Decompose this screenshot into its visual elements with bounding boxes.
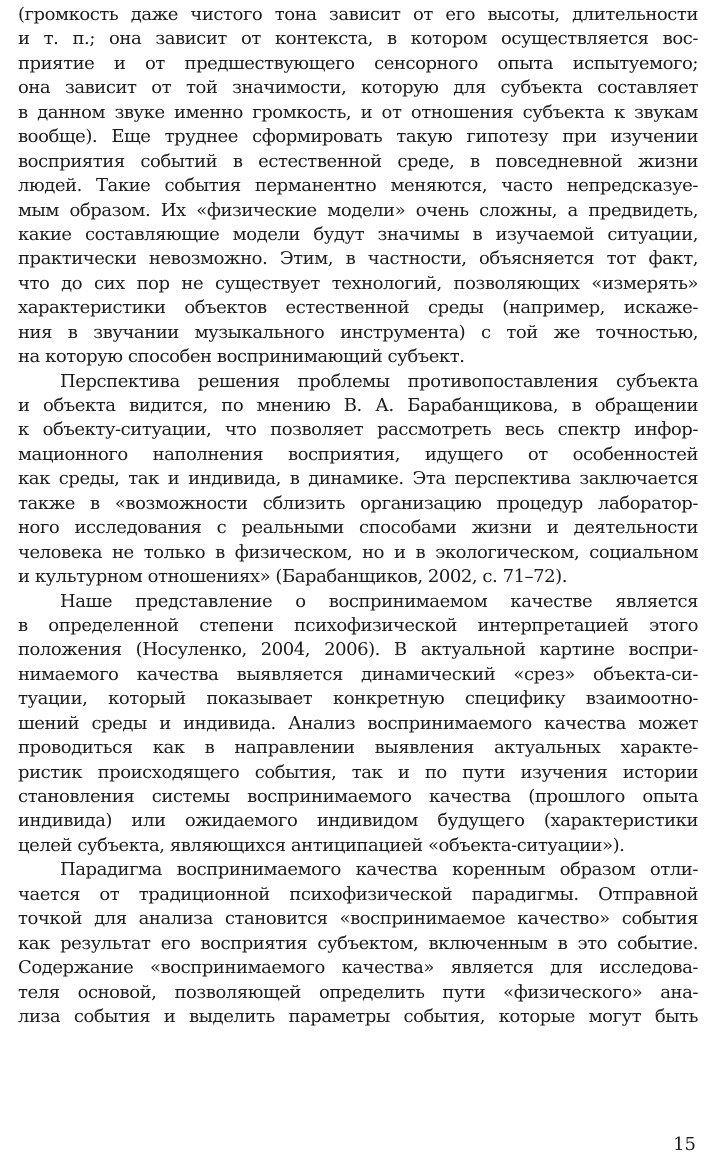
text-line: какие составляющие модели будут значимы в изучаемой ситуации, bbox=[18, 223, 698, 245]
text-line: туации, который показывает конкретную специфику взаимоотно- bbox=[18, 688, 698, 710]
text-line: целей субъекта, являющихся антиципацией «объекта-ситуации»). bbox=[18, 834, 625, 856]
text-line: лиза события и выделить параметры события, которые могут быть bbox=[18, 1005, 698, 1027]
text-line: практически невозможно. Этим, в частности, объясняется тот факт, bbox=[18, 248, 698, 270]
text-line: мым образом. Их «физические модели» очень сложны, а предвидеть, bbox=[18, 199, 698, 221]
text-line: ристик происходящего события, так и по пути изучения истории bbox=[18, 761, 698, 783]
text-line: ния в звучании музыкального инструмента) с той же точностью, bbox=[18, 321, 698, 343]
text-line: и объекта видится, по мнению В. А. Барабанщикова, в обращении bbox=[18, 395, 698, 416]
text-line: на которую способен воспринимающий субъект. bbox=[18, 346, 465, 368]
page-text-body bbox=[18, 3, 698, 1029]
page-number: 15 bbox=[673, 1134, 696, 1155]
text-line: и т. п.; она зависит от контекста, в котором осуществляется вос- bbox=[18, 28, 698, 50]
text-line: индивида) или ожидаемого индивидом будущего (характеристики bbox=[18, 810, 698, 832]
text-line: чается от традиционной психофизической парадигмы. Отправной bbox=[18, 883, 698, 905]
text-line: (громкость даже чистого тона зависит от его высоты, длительности bbox=[18, 4, 698, 25]
text-line: как результат его восприятия субъектом, включенным в это событие. bbox=[18, 932, 698, 954]
text-line: мационного наполнения восприятия, идущего от особенностей bbox=[18, 443, 698, 465]
text-line: Наше представление о воспринимаемом качестве является bbox=[60, 590, 698, 612]
text-line: и культурном отношениях» (Барабанщиков, 2002, с. 71–72). bbox=[18, 566, 567, 588]
text-line: также в «возможности сблизить организацию процедур лаборатор- bbox=[18, 492, 698, 514]
text-line: шений среды и индивида. Анализ воспринимаемого качества может bbox=[18, 712, 698, 734]
text-line: точкой для анализа становится «воспринимаемое качество» события bbox=[18, 908, 698, 930]
paragraph-4 bbox=[18, 858, 698, 1029]
text-line: что до сих пор не существует технологий, позволяющих «измерять» bbox=[18, 272, 698, 294]
text-line: нимаемого качества выявляется динамический «срез» объекта-си- bbox=[18, 663, 698, 685]
text-line: приятие и от предшествующего сенсорного опыта испытуемого; bbox=[18, 52, 698, 74]
text-line: человека не только в физическом, но и в экологическом, социальном bbox=[18, 541, 698, 563]
text-line: восприятия событий в естественной среде, в повседневной жизни bbox=[18, 150, 698, 172]
paragraph-2 bbox=[18, 370, 698, 590]
text-line: характеристики объектов естественной среды (например, искаже- bbox=[18, 297, 698, 319]
text-line: Перспектива решения проблемы противопоставления субъекта bbox=[60, 370, 698, 392]
text-line: людей. Такие события перманентно меняются, часто непредсказуе- bbox=[18, 175, 698, 197]
text-line: в данном звуке именно громкость, и от отношения субъекта к звукам bbox=[18, 101, 698, 123]
text-line: Парадигма воспринимаемого качества коренным образом отли- bbox=[60, 859, 698, 881]
text-line: становления системы воспринимаемого качества (прошлого опыта bbox=[18, 786, 698, 807]
text-line: она зависит от той значимости, которую для субъекта составляет bbox=[18, 77, 698, 99]
paragraph-1 bbox=[18, 3, 698, 370]
paragraph-3 bbox=[18, 590, 698, 859]
text-line: вообще). Еще труднее сформировать такую гипотезу при изучении bbox=[18, 126, 698, 148]
text-line: к объекту-ситуации, что позволяет рассмотреть весь спектр инфор- bbox=[18, 419, 698, 441]
text-line: положения (Носуленко, 2004, 2006). В актуальной картине воспри- bbox=[18, 639, 698, 661]
text-line: в определенной степени психофизической интерпретацией этого bbox=[18, 614, 698, 636]
text-line: ного исследования с реальными способами жизни и деятельности bbox=[18, 517, 698, 539]
text-line: проводиться как в направлении выявления актуальных характе- bbox=[18, 737, 698, 759]
text-line: теля основой, позволяющей определить пути «физического» ана- bbox=[18, 981, 698, 1003]
text-line: как среды, так и индивида, в динамике. Эта перспектива заключается bbox=[18, 468, 698, 490]
text-line: Содержание «воспринимаемого качества» является для исследова- bbox=[18, 957, 698, 979]
